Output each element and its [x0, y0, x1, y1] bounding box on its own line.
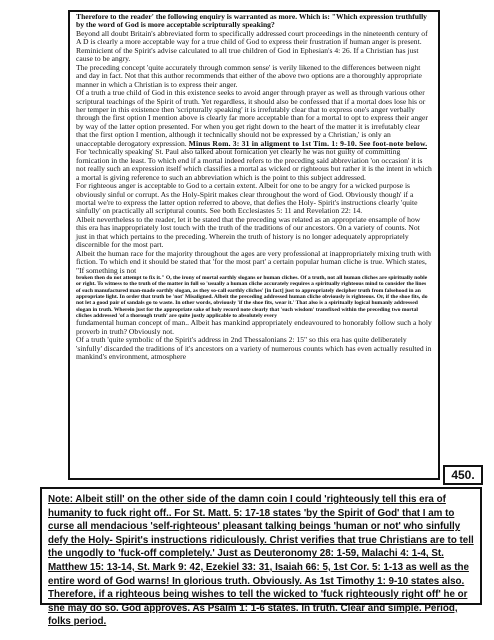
paragraph	[76, 89, 432, 148]
paragraph: Albeit nevertheless to the reader, let it be stated that the preceding was related as an appropriate ensample of how this era has inappropriately lost touch with the truth of the traditions of our ancestors. On a variety of counts. Not just in that which pertains to the preceding. Wherein the truth of history is no longer adequately appropriately discernible for the most part.	[76, 214, 421, 250]
paragraph-text: Of a truth a true child of God in this existence seeks to avoid anger through prayer as well as through various other scriptural teachings of the Spirit of truth. Yet regardless, it should also be confessed that if a mortal does lose his or her temper in this existence then 'scripturally speaking' it is irrefutably clear that to express one's anger verbally through the first option I mention above is clearly far more acceptable than for a mortal to opt to express their anger by way of the latter option presented. For when you get right down to the heart of the matter it is irrefutably clear that the first option I mention, although it technically should not be expressed by a Christian,' is only an unacceptable derogatory expression.	[76, 88, 428, 148]
paragraph: The preceding concept 'quite accurately through common sense' is verily likened to the differences between night and day in fact. Not that this author recommends that either of the above two options are a thoroughly appropriate manner in which a Christian is to express their anger.	[76, 62, 422, 89]
paragraph: Beyond all doubt Britain's abbreviated form to specifically addressed court proceedings in the nineteenth century of A D is clearly a more acceptable way for a true child of God to express their frustration if human anger is present. Reminicient of the Spirit's advise calculated to all true children of God in Ephesian's 4: 26. If a Christian has just cause to be angry.	[76, 28, 428, 64]
paragraph: For 'technically speaking' St. Paul also talked about fornication yet clearly he was not guilty of committing fornication in the least. To which end if a mortal indeed refers to the preceding said abbreviation 'on occasion' it is not really such an expression itself which classifies a mortal as wicked or righteous but rather it is the intent in which a mortal is giving reference to such an abbreviation which is the point to this subject addressed.	[76, 147, 432, 182]
small-print-block: broken then do not attempt to fix it." O, the irony of mortal earthly slogans or human cliches. Of a truth, not all human cliches are spiritually noble or right. To witness to the truth of the matter in full so 'usually a human cliche accurately requires a spiritually righteous mind to consider the lines of such manufactured man-made earthly slogan, as they so-call earthly cliches' [in fact] just to appropriately decipher truth from falsehood in an appropriate light. In order that truth be 'not' Misaligned. Albeit the preceding addressed human cliche obviously is righteous. Or, if the shoe fits, do not let a good pair of sandals go to waste. In other words, obviously 'if the shoe fits, wear it.' That also is a spiritually logical humanly addressed slogan in truth. Wherein just for the appropriate sake of holy record note clearly that 'such wisdom' transfixed within the preceding two mortal cliches addressed 'of a thorough truth' are quite justly applicable to absolutely every	[76, 275, 428, 320]
paragraph: Albeit the human race for the majority throughout the ages are very professional at inappropriately mixing truth with fiction. To which end it should be stated that 'for the most part' a certain popular human cliche is true. Which states, "If something is not	[76, 248, 431, 275]
footnote-text: Note: Albeit still' on the other side of the damn coin I could 'righteously tell this era of humanity to fuck right off.. For St. Matt. 5: 17-18 states 'by the Spirit of God' that I am to curse all mendacious 'self-righteous' pleasant talking beings 'human or not' who sinfully defy the Holy- Spirit's instructions ridiculously. Christ verifies that true Christians are to tell the ungodly to 'fuck-off completely.' Just as Deuteronomy 28: 1-59, Malachi 4: 1-4, St. Matthew 15: 13-14, St. Mark 9: 42, Ezekiel 33: 31, Isaiah 66: 5, 1st Cor. 5: 1-13 as well as the entire word of God warns! In glorious truth. Obviously. As 1st Timothy 1: 9-10 states also. Therefore, if a righteous being wishes to tell the wicked to 'fuck righteously right off' he or she may do so. God approves. As Psalm 1: 1-6 states. In truth. Clear and simple. Period, folks period.	[48, 494, 474, 628]
paragraph: fundamental human concept of man.. Albeit has mankind appropriately endeavoured to honorably follow such a holy proverb in truth? Obviously not.	[76, 318, 432, 336]
inline-footnote-reference: Minus Rom. 3: 31 in aligment to 1st Tim. 1: 9-10. See foot-note below.	[188, 138, 428, 148]
footnote-box	[40, 487, 482, 628]
paragraph: Of a truth 'quite symbolic of the Spirit's address in 2nd Thessalonians 2: 15" so this era has quite deliberately 'sinfully' discarded the traditions of it's ancestors on a variety of numerous counts which has even actually resulted in mankind's environment, atmosphere	[76, 335, 432, 362]
paragraph: For righteous anger is acceptable to God to a certain extent. Albeit for one to be angry for a wicked purpose is obviously sinful or corrupt. As the Holy-Spirit makes clear throughout the word of God. Obviously though' if a mortal we're to express the latter option referred to above, that defies the Holy- Spirit's instructions clearly 'quite sinfully' on practically all scriptural counts. See both Ecclesiastes 5: 11 and Revelation 22: 14.	[76, 181, 418, 216]
page-number: 450.	[443, 465, 483, 485]
paragraph-intro: Therefore to the reader' the following enquiry is warranted as more. Which is: "Which expression truthfully by the word of God is more acceptable scripturally speaking?	[76, 12, 427, 30]
main-text	[76, 13, 432, 475]
